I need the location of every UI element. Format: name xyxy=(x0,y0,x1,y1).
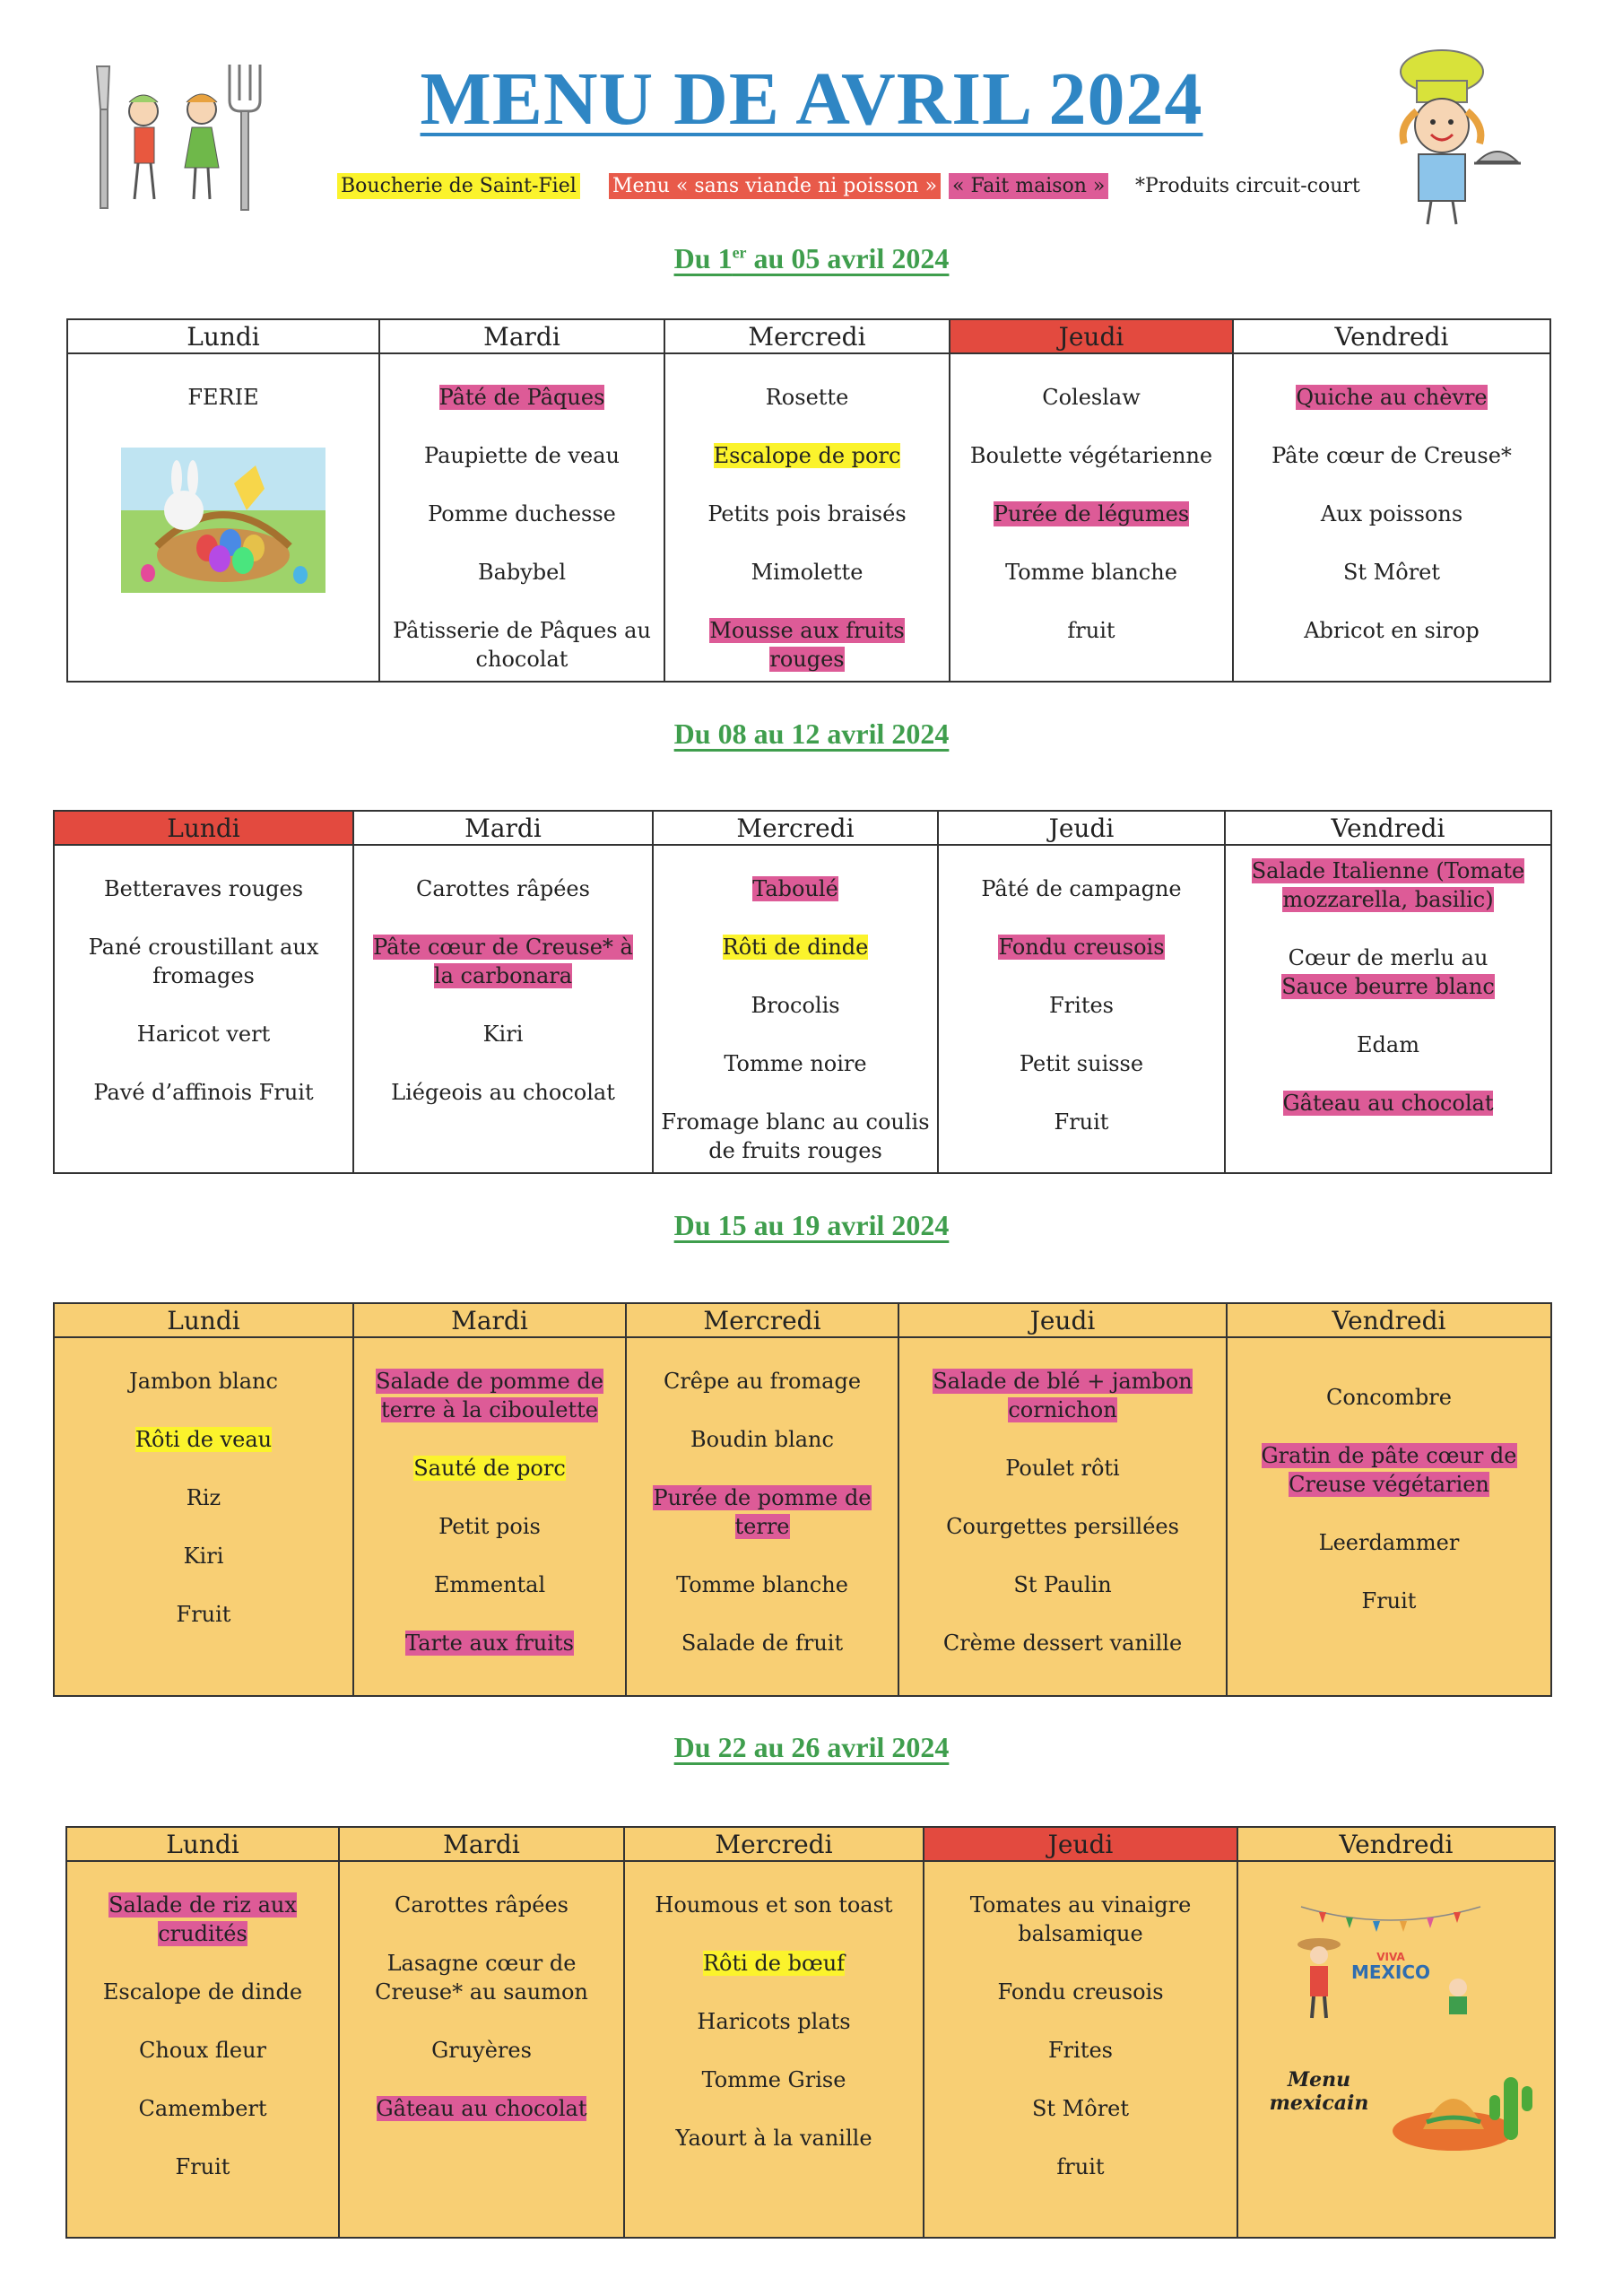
menu-item: Tomme Grise xyxy=(701,2067,846,2092)
menu-item: fruit xyxy=(1067,618,1115,643)
menu-item: Rôti de bœuf xyxy=(702,1951,846,1976)
menu-item: Tomme blanche xyxy=(1005,560,1177,585)
day-cell-lundi xyxy=(54,845,353,1173)
day-header-jeudi: Jeudi xyxy=(950,319,1233,353)
day-cell-lundi xyxy=(67,353,379,682)
menu-item: Boudin blanc xyxy=(690,1427,834,1452)
menu-item: Carottes râpées xyxy=(416,876,590,901)
menu-item: Salade Italienne (Tomate mozzarella, basilic) xyxy=(1251,858,1525,912)
menu-item: Mimolette xyxy=(751,560,864,585)
day-header-vendredi: Vendredi xyxy=(1233,319,1550,353)
day-cell-lundi xyxy=(54,1337,353,1696)
menu-item: Houmous et son toast xyxy=(655,1892,893,1918)
day-cell-mardi xyxy=(339,1861,624,2238)
week-4-title: Du 22 au 26 avril 2024 xyxy=(673,1731,950,1763)
menu-item: Betteraves rouges xyxy=(103,876,304,901)
menu-item: Kiri xyxy=(183,1544,224,1569)
day-cell-jeudi xyxy=(924,1861,1237,2238)
menu-item: Emmental xyxy=(433,1572,546,1597)
menu-item: Pâté de Pâques xyxy=(438,385,605,410)
day-header-lundi: Lundi xyxy=(54,811,353,845)
day-header-mercredi: Mercredi xyxy=(624,1827,924,1861)
menu-item: Purée de légumes xyxy=(993,501,1190,526)
menu-item: Petit pois xyxy=(438,1514,541,1539)
menu-item: Fromage blanc au coulis de fruits rouges xyxy=(661,1109,930,1163)
day-cell-lundi xyxy=(66,1861,339,2238)
day-cell-mardi xyxy=(353,845,653,1173)
menu-item: fruit xyxy=(1056,2154,1105,2179)
menu-item: Haricots plats xyxy=(697,2009,851,2034)
menu-item: Paupiette de veau xyxy=(424,443,620,468)
menu-item: Tomme noire xyxy=(724,1051,867,1076)
menu-item: Fruit xyxy=(1361,1588,1417,1613)
day-cell-jeudi xyxy=(950,353,1233,682)
menu-item: Sauté de porc xyxy=(413,1456,566,1481)
menu-item: Pâte cœur de Creuse* xyxy=(1271,443,1512,468)
menu-item: Purée de pomme de terre xyxy=(653,1485,872,1539)
menu-item: Tarte aux fruits xyxy=(405,1631,574,1656)
menu-item: Crème dessert vanille xyxy=(942,1631,1183,1656)
menu-item: Coleslaw xyxy=(1042,385,1141,410)
menu-item: Tomme blanche xyxy=(676,1572,848,1597)
week-3-title: Du 15 au 19 avril 2024 xyxy=(673,1209,950,1241)
day-header-mardi: Mardi xyxy=(353,1303,626,1337)
menu-item: Petits pois braisés xyxy=(707,501,907,526)
menu-item: FERIE xyxy=(187,385,259,410)
menu-item: Petit suisse xyxy=(1019,1051,1144,1076)
menu-item: Babybel xyxy=(477,560,567,585)
menu-item: Cœur de merlu au Sauce beurre blanc xyxy=(1281,945,1495,999)
menu-item: Fondu creusois xyxy=(997,1979,1164,2005)
menu-item: Pomme duchesse xyxy=(428,501,616,526)
menu-item: Rosette xyxy=(765,385,849,410)
menu-item: Pâte cœur de Creuse* à la carbonara xyxy=(373,935,633,988)
menu-item: Carottes râpées xyxy=(395,1892,568,1918)
day-header-lundi: Lundi xyxy=(54,1303,353,1337)
day-cell-mardi xyxy=(353,1337,626,1696)
week-4-table xyxy=(65,1826,1556,2239)
page-title: MENU DE AVRIL 2024 xyxy=(420,57,1203,141)
menu-item: St Môret xyxy=(1342,560,1441,585)
day-header-jeudi: Jeudi xyxy=(898,1303,1227,1337)
day-header-jeudi: Jeudi xyxy=(938,811,1225,845)
day-header-vendredi: Vendredi xyxy=(1237,1827,1555,1861)
menu-item: Lasagne cœur de Creuse* au saumon xyxy=(375,1951,588,2005)
week-3-table xyxy=(53,1302,1552,1697)
menu-item: Haricot vert xyxy=(136,1022,271,1047)
day-cell-jeudi xyxy=(898,1337,1227,1696)
menu-item: St Môret xyxy=(1031,2096,1130,2121)
week-2-table xyxy=(53,810,1552,1174)
legend-boucherie: Boucherie de Saint-Fiel xyxy=(337,173,580,199)
sombrero-cactus-icon xyxy=(1391,2059,1543,2158)
menu-item: Quiche au chèvre xyxy=(1296,385,1488,410)
menu-item: Rôti de dinde xyxy=(722,935,869,960)
menu-item: Pané croustillant aux fromages xyxy=(88,935,319,988)
menu-item: Kiri xyxy=(482,1022,524,1047)
menu-item: Liégeois au chocolat xyxy=(391,1080,615,1105)
viva-text: VIVA xyxy=(1376,1951,1405,1963)
day-cell-vendredi xyxy=(1237,1861,1555,2238)
menu-mexicain-label: Menu mexicain xyxy=(1269,2068,1369,2115)
day-header-vendredi: Vendredi xyxy=(1227,1303,1551,1337)
menu-item: Leerdammer xyxy=(1318,1530,1460,1555)
week-2-title: Du 08 au 12 avril 2024 xyxy=(673,718,950,750)
day-cell-vendredi xyxy=(1233,353,1550,682)
legend-circuit-court: *Produits circuit-court xyxy=(1135,175,1360,197)
legend-sans-viande: Menu « sans viande ni poisson » xyxy=(609,173,941,199)
menu-item: Gâteau au chocolat xyxy=(1282,1091,1494,1116)
menu-item: Poulet rôti xyxy=(1005,1456,1120,1481)
day-cell-jeudi xyxy=(938,845,1225,1173)
day-cell-mercredi xyxy=(624,1861,924,2238)
menu-item: Choux fleur xyxy=(138,2038,267,2063)
menu-item: Aux poissons xyxy=(1320,501,1463,526)
day-cell-mercredi xyxy=(626,1337,898,1696)
menu-item: Camembert xyxy=(138,2096,267,2121)
menu-item: Fruit xyxy=(1054,1109,1109,1135)
menu-item: Gratin de pâte cœur de Creuse végétarien xyxy=(1261,1443,1517,1497)
menu-item: Jambon blanc xyxy=(129,1369,278,1394)
menu-item: Taboulé xyxy=(752,876,838,901)
menu-item: Salade de fruit xyxy=(681,1631,844,1656)
day-header-mardi: Mardi xyxy=(379,319,664,353)
day-header-mardi: Mardi xyxy=(353,811,653,845)
menu-item: Concombre xyxy=(1326,1385,1452,1410)
day-cell-vendredi xyxy=(1225,845,1551,1173)
day-cell-mercredi xyxy=(653,845,938,1173)
menu-item: Fruit xyxy=(176,1602,231,1627)
menu-item: Fondu creusois xyxy=(998,935,1165,960)
menu-item: Boulette végétarienne xyxy=(969,443,1213,468)
day-header-mardi: Mardi xyxy=(339,1827,624,1861)
menu-item: Escalope de porc xyxy=(713,443,901,468)
week-1-title: Du 1er au 05 avril 2024 xyxy=(673,242,950,274)
legend-fait-maison: « Fait maison » xyxy=(949,173,1108,199)
day-header-lundi: Lundi xyxy=(66,1827,339,1861)
menu-item: Yaourt à la vanille xyxy=(675,2126,872,2151)
day-cell-vendredi xyxy=(1227,1337,1551,1696)
day-header-vendredi: Vendredi xyxy=(1225,811,1551,845)
menu-item: Riz xyxy=(186,1485,221,1510)
day-cell-mercredi xyxy=(664,353,950,682)
day-header-mercredi: Mercredi xyxy=(626,1303,898,1337)
day-cell-mardi xyxy=(379,353,664,682)
easter-basket-image xyxy=(121,448,325,593)
menu-item: Abricot en sirop xyxy=(1304,618,1480,643)
mexico-text: MEXICO xyxy=(1350,1961,1431,1983)
menu-item: Gâteau au chocolat xyxy=(376,2096,587,2121)
menu-item: Frites xyxy=(1049,993,1114,1018)
menu-item: Edam xyxy=(1357,1032,1419,1057)
menu-item: Pâtisserie de Pâques au chocolat xyxy=(393,618,651,672)
menu-item: Fruit xyxy=(175,2154,230,2179)
menu-item: Tomates au vinaigre balsamique xyxy=(969,1892,1192,1946)
menu-item: Salade de blé + jambon cornichon xyxy=(933,1369,1193,1422)
menu-item: Gruyères xyxy=(431,2038,532,2063)
menu-item: Salade de pomme de terre à la ciboulette xyxy=(376,1369,603,1422)
day-header-mercredi: Mercredi xyxy=(653,811,938,845)
week-1-table xyxy=(66,318,1551,683)
day-header-lundi: Lundi xyxy=(67,319,379,353)
menu-item: Brocolis xyxy=(751,993,840,1018)
menu-item: Crêpe au fromage xyxy=(663,1369,862,1394)
menu-item: Mousse aux fruits rouges xyxy=(709,618,905,672)
day-header-mercredi: Mercredi xyxy=(664,319,950,353)
menu-item: Escalope de dinde xyxy=(102,1979,303,2005)
viva-mexico-icon xyxy=(1292,1898,1489,2023)
day-header-jeudi: Jeudi xyxy=(924,1827,1237,1861)
menu-item: Courgettes persillées xyxy=(946,1514,1179,1539)
menu-item: St Paulin xyxy=(1013,1572,1112,1597)
menu-item: Frites xyxy=(1048,2038,1113,2063)
menu-item: Pâté de campagne xyxy=(981,876,1182,901)
menu-item: Pavé d’affinois Fruit xyxy=(93,1080,314,1105)
menu-item: Salade de riz aux crudités xyxy=(108,1892,297,1946)
menu-item: Rôti de veau xyxy=(135,1427,273,1452)
